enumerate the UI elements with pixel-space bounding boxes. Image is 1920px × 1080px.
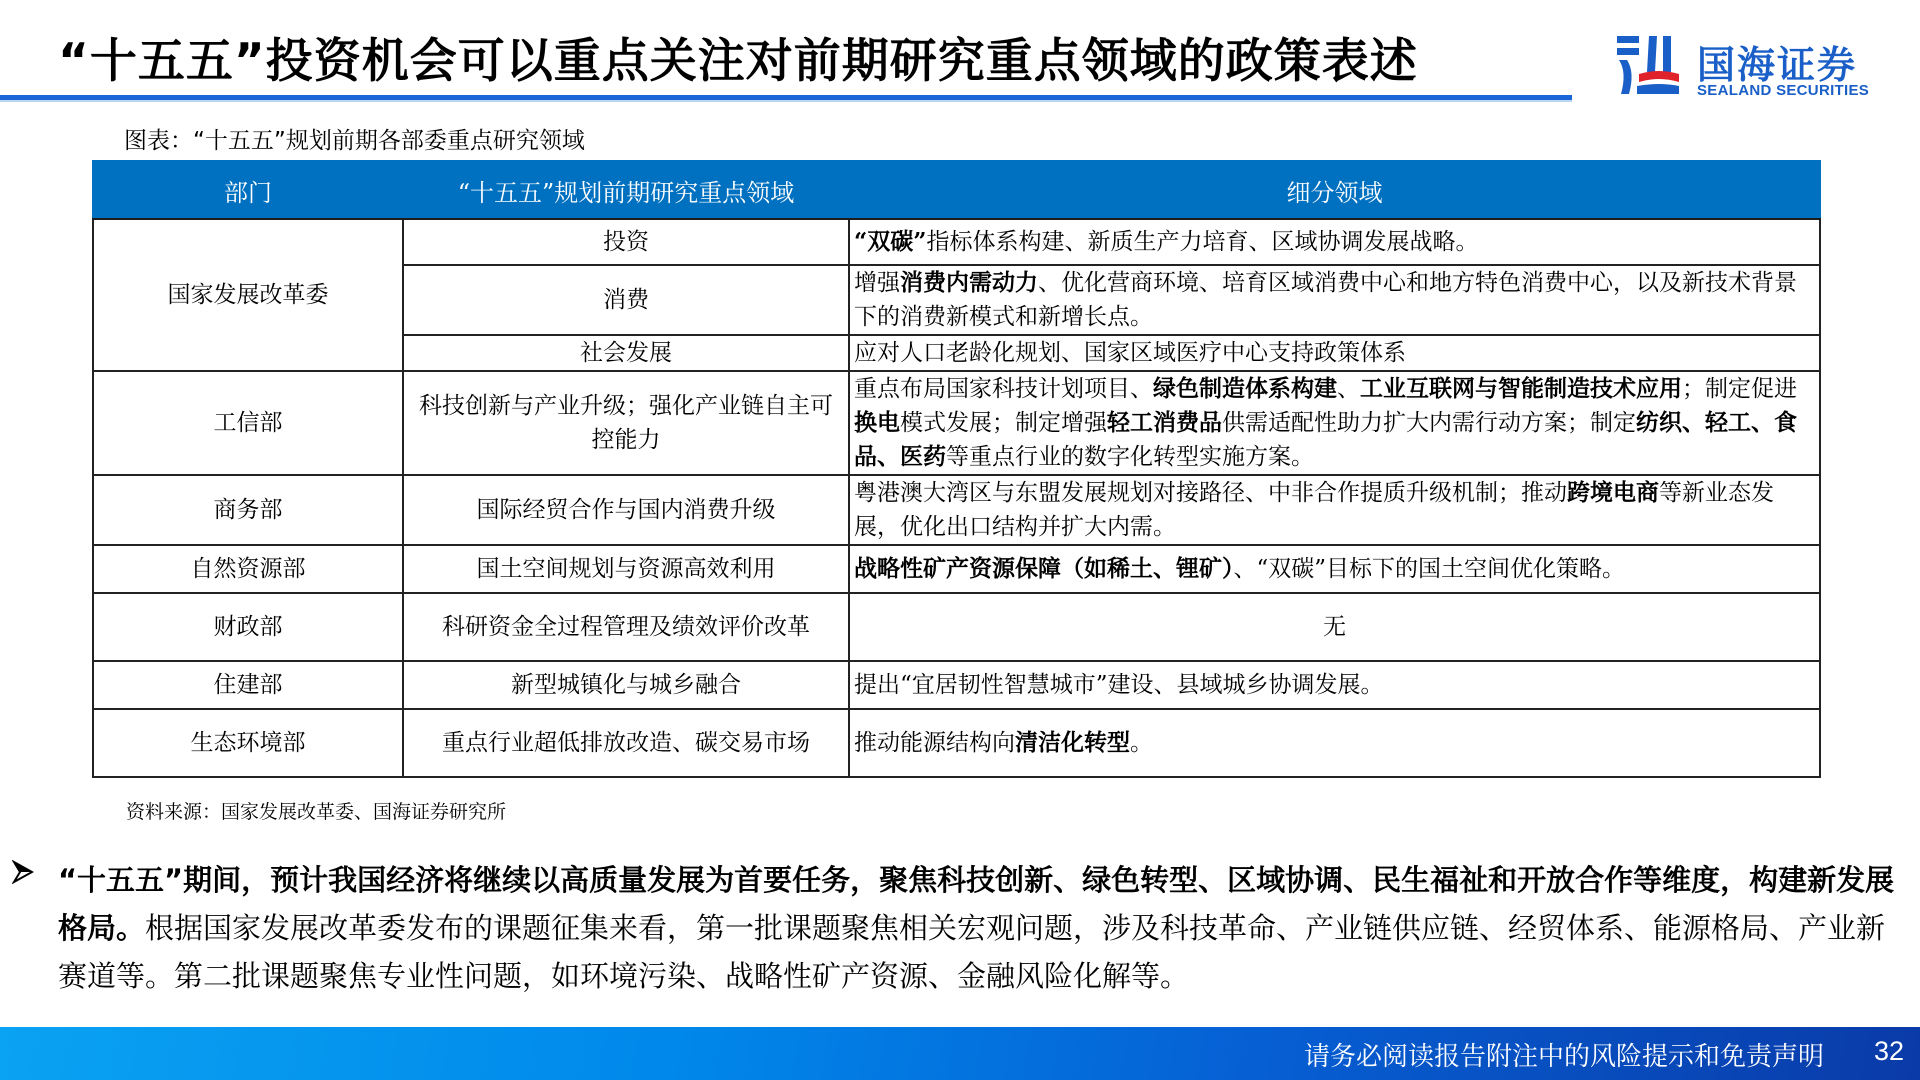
column-header-sub-area: 细分领域: [849, 161, 1820, 219]
detail-cell: [849, 219, 1820, 265]
detail-text: 供需适配性助力扩大内需行动方案；制定: [1222, 410, 1636, 436]
detail-cell: [849, 475, 1820, 545]
focus-area-cell: 投资: [403, 219, 849, 265]
emphasis-text: 工业互联网与智能制造技术应用: [1360, 375, 1682, 402]
department-cell: 国家发展改革委: [93, 219, 403, 371]
data-source-note: 资料来源：国家发展改革委、国海证券研究所: [126, 801, 507, 823]
department-cell: 工信部: [93, 371, 403, 475]
detail-cell: [849, 661, 1820, 709]
department-cell: 财政部: [93, 593, 403, 661]
arrowhead-bullet-icon: [12, 860, 36, 890]
focus-area-cell: 国际经贸合作与国内消费升级: [403, 475, 849, 545]
emphasis-text: 轻工消费品: [1107, 409, 1222, 436]
detail-cell: [849, 371, 1820, 475]
detail-text: 模式发展；制定增强: [900, 410, 1107, 436]
table-row: [93, 661, 1820, 709]
detail-text: 。: [1130, 730, 1153, 756]
detail-text: 增强: [854, 270, 900, 296]
emphasis-text: 战略性矿产资源保障（如稀土、锂矿）: [854, 555, 1234, 582]
department-cell: 自然资源部: [93, 545, 403, 593]
detail-text: 应对人口老龄化规划、国家区域医疗中心支持政策体系: [854, 340, 1406, 366]
emphasis-text: 绿色制造体系构建: [1153, 375, 1337, 402]
focus-area-cell: 科技创新与产业升级；强化产业链自主可控能力: [403, 371, 849, 475]
column-header-focus-area: “十五五”规划前期研究重点领域: [403, 161, 849, 219]
detail-text: ；制定促进: [1682, 376, 1797, 402]
detail-text: 、: [1337, 376, 1360, 402]
detail-text: 等重点行业的数字化转型实施方案。: [946, 444, 1314, 470]
department-cell: 生态环境部: [93, 709, 403, 777]
table-header-row: [93, 161, 1820, 219]
summary-normal-text: 根据国家发展改革委发布的课题征集来看，第一批课题聚焦相关宏观问题，涉及科技革命、产业链供应链、经贸体系、能源格局、产业新赛道等。第二批课题聚焦专业性问题，如环境污染、战略性矿产资源、金融风险化解等。: [58, 911, 1886, 993]
focus-area-cell: 国土空间规划与资源高效利用: [403, 545, 849, 593]
sealand-securities-logo: [1615, 28, 1880, 108]
detail-text: 粤港澳大湾区与东盟发展规划对接路径、中非合作提质升级机制；推动: [854, 480, 1567, 506]
column-header-department: 部门: [93, 161, 403, 219]
detail-text: 、优化营商环境、培育区域消费中心和地方特色消费中心，以及新技术背景下的消费新模式和新增长点。: [854, 270, 1797, 330]
detail-cell: [849, 335, 1820, 371]
table-row: [93, 593, 1820, 661]
detail-cell: [849, 709, 1820, 777]
detail-text: 提出“宜居韧性智慧城市”建设、县域城乡协调发展。: [854, 672, 1384, 698]
emphasis-text: 纺织、轻工、食品、医药: [854, 409, 1797, 470]
page-title: “十五五”投资机会可以重点关注对前期研究重点领域的政策表述: [58, 34, 1418, 89]
detail-text: 等新业态发展，优化出口结构并扩大内需。: [854, 480, 1774, 540]
detail-cell: [849, 545, 1820, 593]
focus-area-cell: 社会发展: [403, 335, 849, 371]
focus-area-cell: 消费: [403, 265, 849, 335]
focus-area-cell: 重点行业超低排放改造、碳交易市场: [403, 709, 849, 777]
emphasis-text: 跨境电商: [1567, 479, 1659, 506]
detail-text: 重点布局国家科技计划项目、: [854, 376, 1153, 402]
emphasis-text: 消费内需动力: [900, 269, 1038, 296]
detail-text: 推动能源结构向: [854, 730, 1015, 756]
emphasis-text: “双碳”: [854, 228, 927, 255]
focus-area-cell: 科研资金全过程管理及绩效评价改革: [403, 593, 849, 661]
department-cell: 住建部: [93, 661, 403, 709]
summary-bold-text: “十五五”期间，预计我国经济将继续以高质量发展为首要任务，聚焦科技创新、绿色转型、区域协调、民生福祉和开放合作等维度，构建新发展格局。: [58, 863, 1895, 945]
emphasis-text: 换电: [854, 409, 900, 436]
page-number: 32: [1873, 1036, 1904, 1066]
table-row: [93, 219, 1820, 265]
title-underline-shadow: [0, 100, 1572, 102]
detail-cell: 无: [849, 593, 1820, 661]
emphasis-text: 清洁化转型: [1015, 729, 1130, 756]
logo-name-en: SEALAND SECURITIES: [1697, 82, 1870, 99]
footer-disclaimer: 请务必阅读报告附注中的风险提示和免责声明: [1303, 1042, 1824, 1072]
table-row: [93, 709, 1820, 777]
detail-cell: [849, 265, 1820, 335]
summary-paragraph: [58, 856, 1898, 1000]
figure-caption: 图表：“十五五”规划前期各部委重点研究领域: [124, 128, 585, 154]
sealand-logo-mark-icon: [1615, 32, 1681, 98]
table-row: [93, 545, 1820, 593]
policy-research-table: [92, 160, 1821, 778]
detail-text: 、“双碳”目标下的国土空间优化策略。: [1233, 556, 1626, 582]
department-cell: 商务部: [93, 475, 403, 545]
detail-text: 指标体系构建、新质生产力培育、区域协调发展战略。: [926, 229, 1479, 255]
focus-area-cell: 新型城镇化与城乡融合: [403, 661, 849, 709]
logo-name-cn: 国海证券: [1697, 43, 1858, 87]
table-row: [93, 475, 1820, 545]
table-row: [93, 371, 1820, 475]
